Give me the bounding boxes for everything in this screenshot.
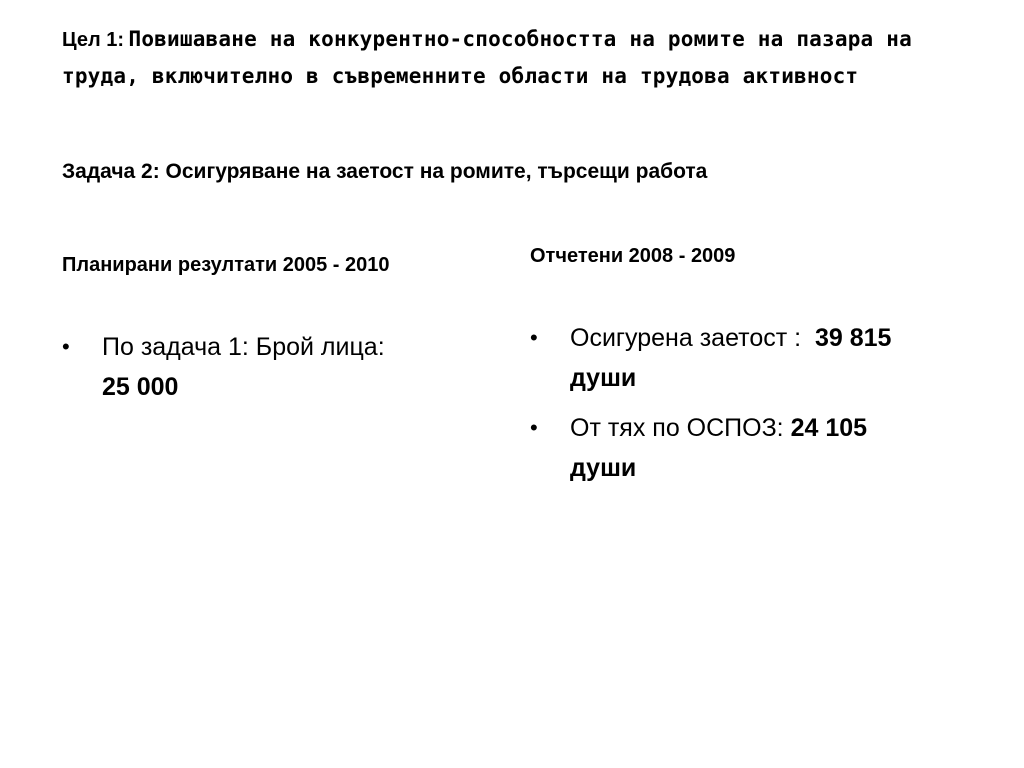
goal-heading	[62, 22, 962, 96]
task-heading: Задача 2: Осигуряване на заетост на ромите, търсещи работа	[62, 160, 708, 183]
item-value: 39 815	[814, 324, 892, 352]
item-value: 25 000	[102, 373, 179, 401]
goal-prefix: Цел 1:	[62, 29, 125, 51]
planned-results-heading: Планирани резултати 2005 - 2010	[62, 254, 390, 276]
item-label: От тях по ОСПОЗ:	[570, 414, 784, 442]
list-item	[62, 327, 482, 407]
item-unit: души	[570, 454, 637, 482]
item-label: Осигурена заетост :	[570, 324, 802, 352]
reported-results-heading: Отчетени 2008 - 2009	[530, 245, 736, 267]
list-item	[530, 408, 1000, 488]
item-value: 24 105	[790, 414, 868, 442]
planned-results-list	[62, 327, 482, 407]
item-label: По задача 1: Брой лица:	[102, 333, 385, 361]
bullet-icon: •	[530, 325, 538, 350]
bullet-icon: •	[530, 415, 538, 440]
reported-results-list	[530, 318, 1000, 498]
goal-text: Повишаване на конкурентно-способността на ромите на пазара на труда, включително в съвременните области на трудова активност	[62, 27, 912, 88]
item-unit: души	[570, 364, 637, 392]
bullet-icon: •	[62, 334, 70, 359]
list-item	[530, 318, 1000, 398]
